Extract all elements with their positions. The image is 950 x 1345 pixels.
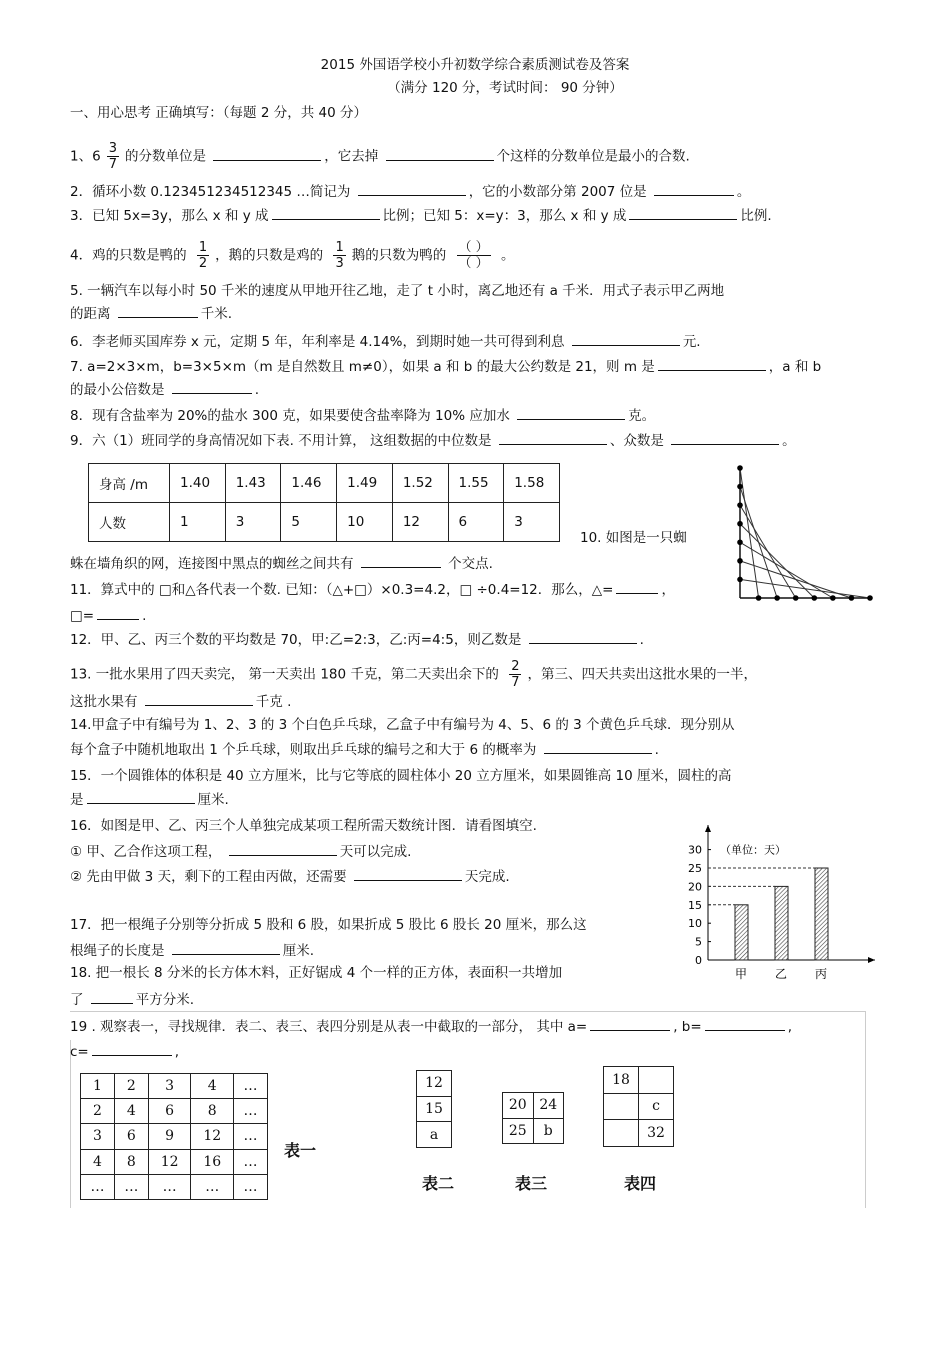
web-dot (737, 577, 743, 583)
table-cell: 16 (191, 1149, 234, 1174)
text-segment: 。 (496, 247, 515, 264)
web-dot (737, 521, 743, 527)
table-two (416, 1070, 452, 1148)
text-segment: 千克 . (255, 694, 292, 710)
text-segment: 平方分米. (135, 992, 195, 1008)
question-13 (70, 659, 757, 690)
text-segment: 。 (782, 433, 796, 449)
text-segment: 一、用心思考 正确填写：（每题 2 分，共 40 分） (70, 105, 367, 121)
text-segment: 厘米. (282, 943, 315, 959)
text-segment: 的分数单位是 (124, 148, 211, 165)
question-16-part2 (70, 866, 510, 886)
web-dot (737, 484, 743, 490)
table-cell: 12 (392, 503, 448, 542)
question-9 (70, 430, 796, 450)
table-cell: … (114, 1174, 148, 1199)
fraction (457, 240, 491, 271)
text-segment: 克。 (628, 408, 656, 424)
table-cell: 18 (604, 1067, 639, 1094)
answer-blank (358, 181, 466, 196)
bar-1 (735, 905, 748, 960)
answer-blank (629, 205, 737, 220)
answer-blank (172, 940, 280, 955)
text-segment: 根绳子的长度是 (70, 943, 169, 959)
question-17-cont (70, 940, 314, 960)
text-segment: 个交点. (443, 556, 493, 572)
table-cell: 6 (114, 1124, 148, 1149)
question-1 (70, 141, 690, 172)
table-cell: 6 (448, 503, 504, 542)
answer-blank (97, 605, 139, 620)
web-dot (867, 595, 873, 601)
question-16 (70, 817, 537, 835)
table-row (81, 1099, 268, 1124)
table-cell: 身高 /m (89, 464, 170, 503)
answer-blank (87, 789, 195, 804)
text-segment: ，它的小数部分第 2007 位是 (468, 184, 651, 200)
question-14 (70, 716, 735, 734)
answer-blank (671, 430, 779, 445)
table-cell (604, 1120, 639, 1147)
text-segment: . (142, 608, 147, 624)
text-segment: 的距离 (70, 306, 115, 322)
question-15-cont (70, 789, 229, 809)
question-7 (70, 356, 821, 376)
table-cell: 1.43 (225, 464, 281, 503)
text-segment: . (654, 742, 659, 758)
table-cell: 8 (191, 1099, 234, 1124)
text-segment: 15．一个圆锥体的体积是 40 立方厘米，比与它等底的圆柱体小 20 立方厘米，如果圆锥高 10 厘米，圆柱的高 (70, 768, 732, 784)
table-cell: 1 (170, 503, 226, 542)
text-segment: , b= (673, 1019, 702, 1035)
web-dot (793, 595, 799, 601)
y-tick-label: 0 (695, 954, 702, 967)
table-row (604, 1120, 674, 1147)
table-row (604, 1067, 674, 1094)
table-cell: 1 (81, 1074, 115, 1099)
answer-blank (544, 739, 652, 754)
section-heading (70, 104, 367, 122)
frame-right (865, 1011, 866, 1208)
answer-blank (654, 181, 734, 196)
table-row (81, 1074, 268, 1099)
text-segment: 元. (682, 334, 701, 350)
frame-left (70, 1040, 71, 1208)
web-thread (740, 524, 814, 598)
table-cell: 25 (503, 1118, 534, 1144)
table-three-label: 表三 (515, 1174, 548, 1193)
table-cell: 12 (417, 1071, 452, 1097)
text-segment: 比例. (740, 208, 772, 224)
table-cell: 1.58 (504, 464, 560, 503)
numerator: 1 (198, 240, 208, 255)
text-segment: 1、 (70, 148, 93, 165)
table-cell: … (81, 1174, 115, 1199)
question-10 (580, 529, 687, 547)
web-thread (740, 505, 796, 598)
table-cell: 4 (191, 1074, 234, 1099)
answer-blank (361, 553, 441, 568)
divider (70, 1011, 866, 1012)
question-11-cont (70, 605, 146, 625)
answer-blank (499, 430, 607, 445)
answer-blank (91, 989, 133, 1004)
answer-blank (572, 331, 680, 346)
text-segment: 6．李老师买国库券 x 元，定期 5 年，年利率是 4.14%，到期时她一共可得到利息 (70, 334, 569, 350)
web-dot (774, 595, 780, 601)
question-5 (70, 282, 724, 300)
text-segment: □= (70, 608, 95, 624)
answer-blank (172, 379, 252, 394)
answer-blank (386, 146, 494, 161)
table-cell: 12 (148, 1149, 191, 1174)
text-segment: 17．把一根绳子分别等分折成 5 股和 6 股，如果折成 5 股比 6 股长 20 厘米，那么这 (70, 917, 587, 933)
answer-blank (590, 1016, 670, 1031)
page-subtitle: （满分 120 分，考试时间： 90 分钟） (387, 80, 623, 96)
table-one (80, 1073, 268, 1200)
web-dot (737, 502, 743, 508)
web-dot (756, 595, 762, 601)
table-cell: 6 (148, 1099, 191, 1124)
table-cell: 10 (337, 503, 393, 542)
text-segment: 鹅的只数为鸭的 (351, 247, 451, 264)
text-segment: ，第三、四天共卖出这批水果的一半， (527, 666, 757, 683)
text-segment: 5. 一辆汽车以每小时 50 千米的速度从甲地开往乙地，走了 t 小时，离乙地还有 a 千米．用式子表示甲乙两地 (70, 283, 725, 299)
height-table (88, 463, 560, 542)
text-segment: 厘米. (197, 792, 229, 808)
numerator: 1 (335, 240, 344, 255)
table-cell: 1.40 (170, 464, 226, 503)
table-cell: 12 (191, 1124, 234, 1149)
table-cell: 4 (81, 1149, 115, 1174)
unit-label: （单位：天） (720, 843, 786, 857)
table-cell: … (234, 1174, 268, 1199)
text-segment: 12．甲、乙、丙三个数的平均数是 70，甲:乙=2:3，乙:丙=4:5，则乙数是 (70, 632, 526, 648)
table-cell: 15 (417, 1096, 452, 1122)
web-dot (811, 595, 817, 601)
answer-blank (616, 579, 658, 594)
text-segment: 10. 如图是一只蜘 (580, 530, 687, 546)
text-segment: 、众数是 (609, 433, 669, 449)
table-three (502, 1092, 564, 1144)
table-cell: … (234, 1074, 268, 1099)
table-cell: 1.55 (448, 464, 504, 503)
text-segment: 7. a=2×3×m，b=3×5×m（m 是自然数且 m≠0），如果 a 和 b 的最大公约数是 21，则 m 是 (70, 359, 655, 375)
table-cell: … (148, 1174, 191, 1199)
text-segment: 2．循环小数 0.123451234512345 …简记为 (70, 184, 355, 200)
table-cell: c (639, 1093, 674, 1120)
answer-blank (118, 303, 198, 318)
y-tick-label: 20 (688, 880, 702, 894)
table-row (503, 1093, 564, 1119)
table-cell: … (234, 1099, 268, 1124)
text-segment: c= (70, 1044, 89, 1060)
text-segment: 千米. (200, 306, 233, 322)
y-tick-label: 5 (695, 935, 702, 949)
numerator: 3 (108, 141, 117, 156)
question-13-cont (70, 691, 291, 711)
text-segment: 比例；已知 5：x=y：3，那么 x 和 y 成 (382, 208, 627, 224)
spider-web-figure (730, 460, 880, 605)
bar-2 (775, 886, 788, 960)
text-segment: ，a 和 b (768, 359, 822, 375)
question-5-cont (70, 303, 232, 323)
table-cell: 3 (81, 1124, 115, 1149)
table-cell: … (234, 1149, 268, 1174)
question-19-cont (70, 1041, 179, 1061)
text-segment: 16．如图是甲、乙、丙三个人单独完成某项工程所需天数统计图．请看图填空. (70, 818, 537, 834)
answer-blank (145, 691, 253, 706)
table-cell: 3 (225, 503, 281, 542)
fraction (107, 141, 119, 172)
text-segment: 3．已知 5x=3y，那么 x 和 y 成 (70, 208, 269, 224)
table-cell: 3 (148, 1074, 191, 1099)
table-cell: 20 (503, 1093, 534, 1119)
question-16-part1 (70, 841, 411, 861)
y-axis-arrow (705, 825, 711, 832)
table-cell: 2 (114, 1074, 148, 1099)
table-cell: b (533, 1118, 564, 1144)
text-segment: 11．算式中的 □和△各代表一个数. 已知：（△+□）×0.3=4.2，□ ÷0.4=12．那么，△= (70, 582, 614, 598)
table-four (603, 1066, 674, 1147)
text-segment: 每个盒子中随机地取出 1 个乒乓球，则取出乒乓球的编号之和大于 6 的概率为 (70, 742, 541, 758)
text-segment: 这批水果有 (70, 694, 142, 710)
days-bar-chart (680, 815, 880, 990)
table-two-label: 表二 (422, 1174, 455, 1193)
table-cell: a (417, 1122, 452, 1148)
table-cell: 24 (533, 1093, 564, 1119)
text-segment: ， (661, 582, 675, 598)
y-tick-label: 10 (688, 917, 702, 931)
question-15 (70, 767, 731, 785)
text-segment: 了 (70, 992, 88, 1008)
denominator: 7 (108, 157, 117, 172)
table-cell: 1.52 (392, 464, 448, 503)
text-segment: ，鹅的只数是鸡的 (215, 247, 328, 264)
table-cell: … (234, 1124, 268, 1149)
answer-blank (213, 146, 321, 161)
bar-3 (815, 868, 828, 960)
answer-blank (354, 866, 462, 881)
question-19 (70, 1016, 792, 1036)
table-row (81, 1149, 268, 1174)
table-cell: 9 (148, 1124, 191, 1149)
question-11 (70, 579, 675, 599)
text-segment: . (254, 382, 260, 398)
table-four-label: 表四 (624, 1174, 657, 1193)
x-category-label: 甲 (734, 967, 748, 981)
x-category-label: 乙 (774, 967, 788, 981)
question-3 (70, 205, 772, 225)
table-cell (639, 1067, 674, 1094)
web-dot (737, 558, 743, 564)
table-row (81, 1174, 268, 1199)
numerator: （ ） (458, 240, 489, 255)
answer-blank (272, 205, 380, 220)
question-18 (70, 964, 562, 982)
answer-blank (92, 1041, 172, 1056)
text-segment: ② 先由甲做 3 天，剩下的工程由丙做，还需要 (70, 869, 351, 885)
y-tick-label: 15 (688, 898, 702, 912)
web-dot (737, 465, 743, 471)
fraction (197, 240, 209, 271)
table-cell (604, 1093, 639, 1120)
table-cell: 2 (81, 1099, 115, 1124)
page-title: 2015 外国语学校小升初数学综合素质测试卷及答案 (320, 57, 630, 73)
table-row (89, 503, 560, 542)
text-segment: 9．六（1）班同学的身高情况如下表. 不用计算， 这组数据的中位数是 (70, 433, 496, 449)
table-row (417, 1122, 452, 1148)
answer-blank (658, 356, 766, 371)
question-17 (70, 916, 587, 934)
mixed-number-whole: 6 (92, 148, 101, 165)
question-12 (70, 629, 644, 649)
table-cell: 8 (114, 1149, 148, 1174)
table-cell: 4 (114, 1099, 148, 1124)
x-axis-arrow (868, 957, 875, 963)
answer-blank (529, 629, 637, 644)
text-segment: 8．现有含盐率为 20%的盐水 300 克，如果要使含盐率降为 10% 应加水 (70, 408, 515, 424)
table-cell: 1.49 (337, 464, 393, 503)
text-segment: 。 (736, 184, 751, 200)
answer-blank (229, 841, 337, 856)
x-category-label: 丙 (814, 967, 828, 981)
question-4 (70, 240, 514, 271)
text-segment: 天完成. (464, 869, 510, 885)
text-segment: 蛛在墙角织的网，连接图中黑点的蜘丝之间共有 (70, 556, 358, 572)
numerator: 2 (511, 659, 520, 674)
web-dot (849, 595, 855, 601)
table-cell: 人数 (89, 503, 170, 542)
web-thread (740, 487, 777, 598)
table-cell: … (191, 1174, 234, 1199)
table-cell: 3 (504, 503, 560, 542)
answer-blank (517, 405, 625, 420)
table-one-label: 表一 (284, 1141, 317, 1160)
text-segment: ① 甲、乙合作这项工程， (70, 844, 226, 860)
text-segment: 19 . 观察表一，寻找规律．表二、表三、表四分别是从表一中截取的一部分， 其中 a= (70, 1019, 588, 1035)
text-segment: 13. 一批水果用了四天卖完， 第一天卖出 180 千克，第二天卖出余下的 (70, 666, 504, 683)
text-segment: 个这样的分数单位是最小的合数. (496, 148, 690, 165)
table-row (81, 1124, 268, 1149)
text-segment: , (787, 1019, 792, 1035)
text-segment: . (639, 632, 644, 648)
fraction (509, 659, 521, 690)
answer-blank (705, 1016, 785, 1031)
web-dot (830, 595, 836, 601)
table-row (417, 1071, 452, 1097)
question-6 (70, 331, 701, 351)
text-segment: , (174, 1044, 180, 1060)
text-segment: 18. 把一根长 8 分米的长方体木料，正好锯成 4 个一样的正方体，表面积一共增加 (70, 965, 563, 981)
text-segment: 是 (70, 792, 84, 808)
question-14-cont (70, 739, 659, 759)
denominator: 2 (198, 256, 208, 271)
question-8 (70, 405, 655, 425)
table-row (604, 1093, 674, 1120)
text-segment: 4．鸡的只数是鸭的 (70, 247, 191, 264)
question-7-cont (70, 379, 259, 399)
y-tick-label: 25 (688, 862, 702, 875)
text-segment: ，它去掉 (324, 148, 383, 165)
web-dot (737, 539, 743, 545)
text-segment: 的最小公倍数是 (70, 382, 169, 398)
text-segment: 14.甲盒子中有编号为 1、2、3 的 3 个白色乒乓球，乙盒子中有编号为 4、5、6 的 3 个黄色乒乓球．现分别从 (70, 717, 735, 733)
question-10-cont (70, 553, 493, 573)
table-cell: 5 (281, 503, 337, 542)
question-18-cont (70, 989, 194, 1009)
text-segment: 天可以完成. (339, 844, 412, 860)
table-cell: 1.46 (281, 464, 337, 503)
question-2 (70, 181, 750, 201)
fraction (333, 240, 345, 271)
denominator: 3 (335, 256, 344, 271)
table-cell: 32 (639, 1120, 674, 1147)
y-tick-label: 30 (688, 843, 702, 857)
table-row (89, 464, 560, 503)
denominator: （ ） (458, 256, 489, 271)
table-row (503, 1118, 564, 1144)
table-row (417, 1096, 452, 1122)
denominator: 7 (511, 675, 520, 690)
